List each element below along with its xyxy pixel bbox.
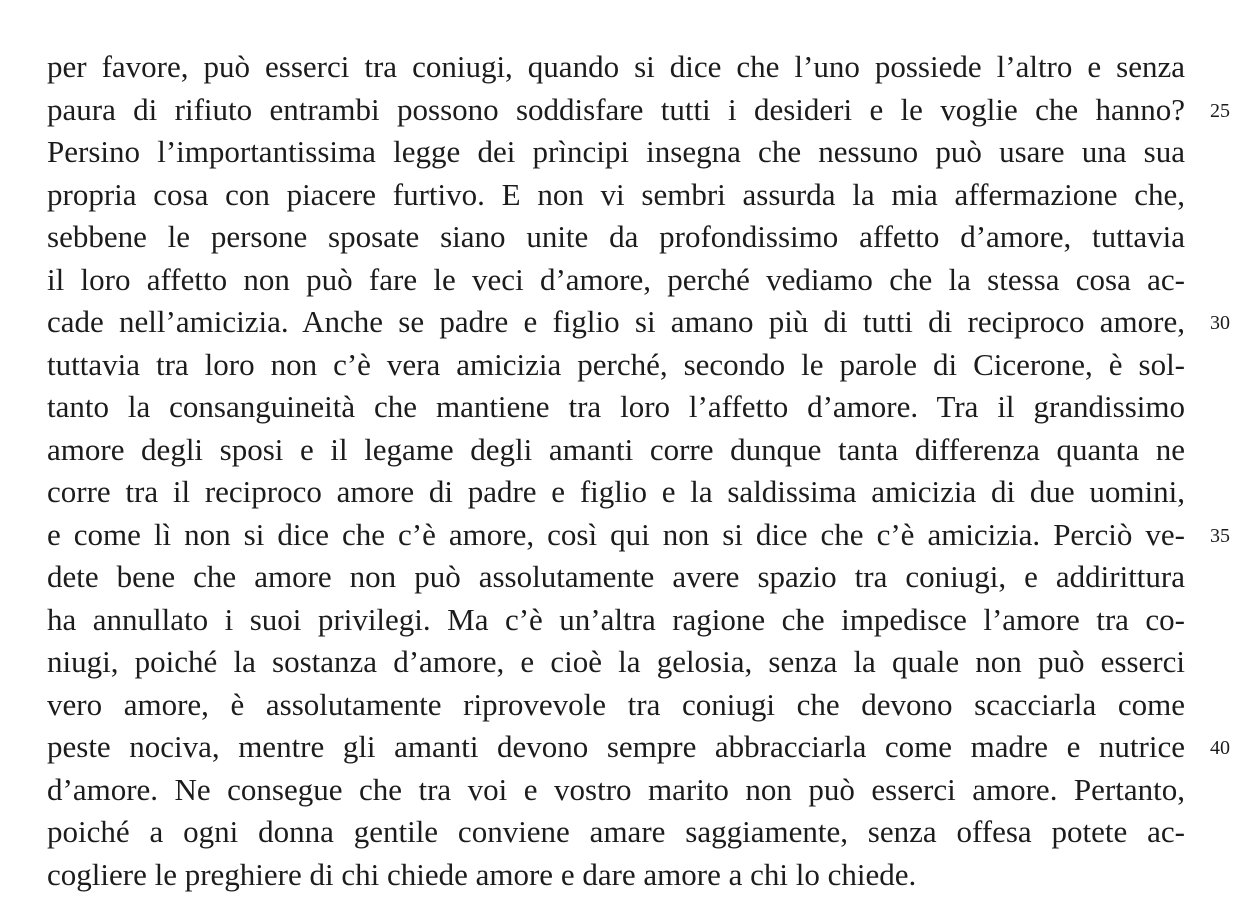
line-text: cogliere le preghiere di chi chiede amore e dare amore a chi lo chiede. (47, 856, 917, 892)
line-text: d’amore. Ne consegue che tra voi e vostro marito non può esserci amore. Pertanto, (47, 771, 1185, 807)
line-number: 35 (1210, 524, 1230, 547)
line-text: tuttavia tra loro non c’è vera amicizia perché, secondo le parole di Cicerone, è sol- (47, 346, 1185, 382)
text-line (47, 684, 1187, 727)
line-text: ha annullato i suoi privilegi. Ma c’è un’altra ragione che impedisce l’amore tra co- (47, 601, 1185, 637)
line-number: 40 (1210, 737, 1230, 759)
line-number: 30 (1210, 312, 1230, 334)
line-text: sebbene le persone sposate siano unite da profondissimo affetto d’amore, tuttavia (47, 219, 1185, 254)
text-line (47, 599, 1187, 642)
body-text (47, 46, 1230, 896)
text-line (47, 216, 1187, 259)
text-line (47, 131, 1187, 174)
line-text: il loro affetto non può fare le veci d’amore, perché vediamo che la stessa cosa ac- (47, 261, 1185, 297)
text-line (47, 769, 1187, 812)
text-line (47, 726, 1230, 769)
line-text: Persino l’importantissima legge dei prìncipi insegna che nessuno può usare una sua (47, 134, 1185, 169)
text-line-last (47, 854, 1187, 897)
text-line (47, 471, 1187, 514)
text-line (47, 429, 1187, 472)
text-line (47, 514, 1230, 557)
text-line (47, 556, 1187, 599)
line-text: propria cosa con piacere furtivo. E non vi sembri assurda la mia affermazione che, (47, 176, 1185, 212)
line-text: dete bene che amore non può assolutamente avere spazio tra coniugi, e addirittura (47, 559, 1185, 594)
line-number: 25 (1210, 99, 1230, 122)
line-text: peste nociva, mentre gli amanti devono sempre abbracciarla come madre e nutrice (47, 729, 1185, 764)
text-line (47, 641, 1187, 684)
line-text: niugi, poiché la sostanza d’amore, e cioè la gelosia, senza la quale non può esserci (47, 644, 1185, 679)
text-line (47, 174, 1187, 217)
line-text: vero amore, è assolutamente riprovevole tra coniugi che devono scacciarla come (47, 686, 1185, 722)
text-line (47, 301, 1230, 344)
text-line (47, 89, 1230, 132)
line-text: amore degli sposi e il legame degli amanti corre dunque tanta differenza quanta ne (47, 431, 1185, 467)
line-text: tanto la consanguineità che mantiene tra loro l’affetto d’amore. Tra il grandissimo (47, 389, 1185, 424)
line-text: corre tra il reciproco amore di padre e figlio e la saldissima amicizia di due uomini, (47, 474, 1185, 509)
line-text: e come lì non si dice che c’è amore, così qui non si dice che c’è amicizia. Perciò ve- (47, 516, 1185, 552)
line-text: poiché a ogni donna gentile conviene amare saggiamente, senza offesa potete ac- (47, 814, 1185, 849)
text-line (47, 46, 1187, 89)
text-line (47, 811, 1187, 854)
text-line (47, 259, 1187, 302)
line-text: per favore, può esserci tra coniugi, quando si dice che l’uno possiede l’altro e senza (47, 49, 1185, 84)
line-text: paura di rifiuto entrambi possono soddisfare tutti i desideri e le voglie che hanno? (47, 91, 1185, 127)
text-line (47, 344, 1187, 387)
line-text: cade nell’amicizia. Anche se padre e figlio si amano più di tutti di reciproco amore, (47, 304, 1185, 339)
text-line (47, 386, 1187, 429)
